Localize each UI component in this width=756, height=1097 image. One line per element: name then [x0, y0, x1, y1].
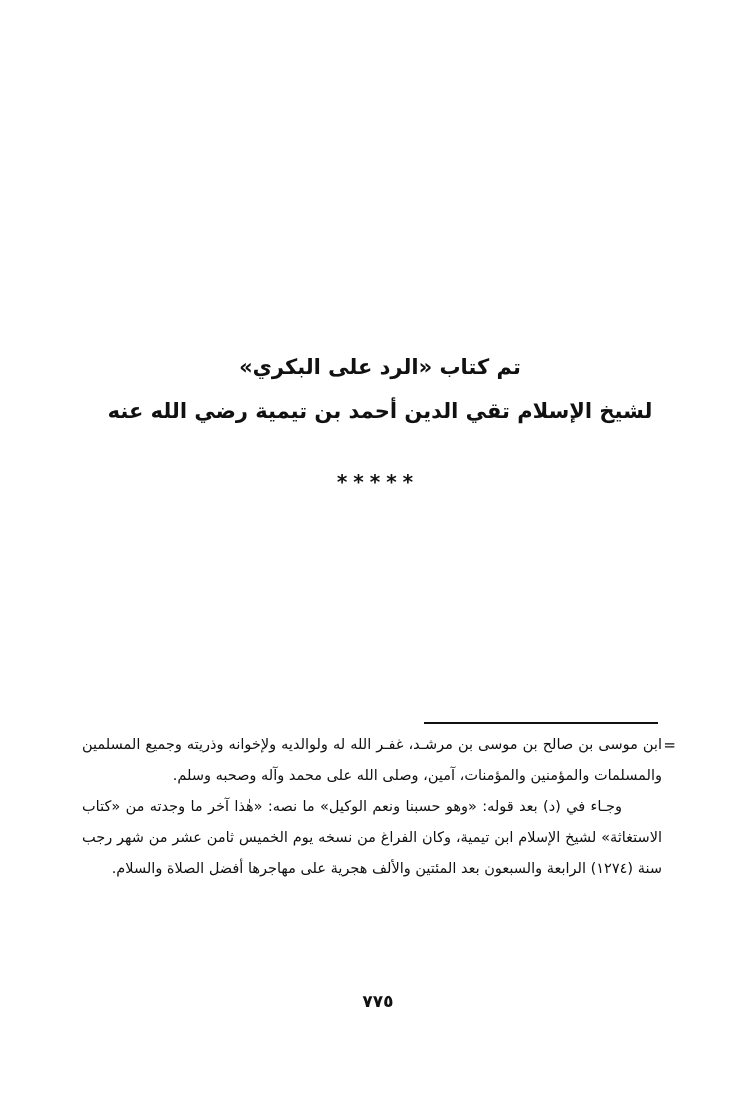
colophon-author-line: لشيخ الإسلام تقي الدين أحمد بن تيمية رضي الله عنه	[107, 399, 653, 423]
footnote-paragraph: وجـاء في (د) بعد قوله: «وهو حسبنا ونعم الوكيل» ما نصه: «هٰذا آخر ما وجدته من «كتاب الاستغاثة» لشيخ الإسلام ابن تيمية، وكان الفراغ من نسخه يوم الخميس ثامن عشر من شهر رجب سنة (١٢٧٤) الرابعة والسبعون بعد المئتين والألف هجرية على مهاجرها أفضل الصلاة والسلام.	[82, 799, 662, 877]
continuation-mark: =	[663, 736, 676, 754]
colophon	[60, 345, 700, 433]
page-number: ٧٧٥	[362, 992, 394, 1012]
footnote-continuation	[82, 730, 676, 792]
footnote-rule	[424, 722, 658, 724]
colophon-title-line: تم كتاب «الرد على البكري»	[239, 355, 521, 379]
section-separator: *****	[336, 470, 420, 494]
footnotes	[82, 730, 676, 885]
footnote-continuation-text: ابن موسى بن صالح بن موسى بن مرشـد، غفـر الله له ولوالديه ولإخوانه وذريته وجميع المسلمين والمسلمات والمؤمنين والمؤمنات، آمين، وصلى الله على محمد وآله وصحبه وسلم.	[82, 737, 662, 784]
